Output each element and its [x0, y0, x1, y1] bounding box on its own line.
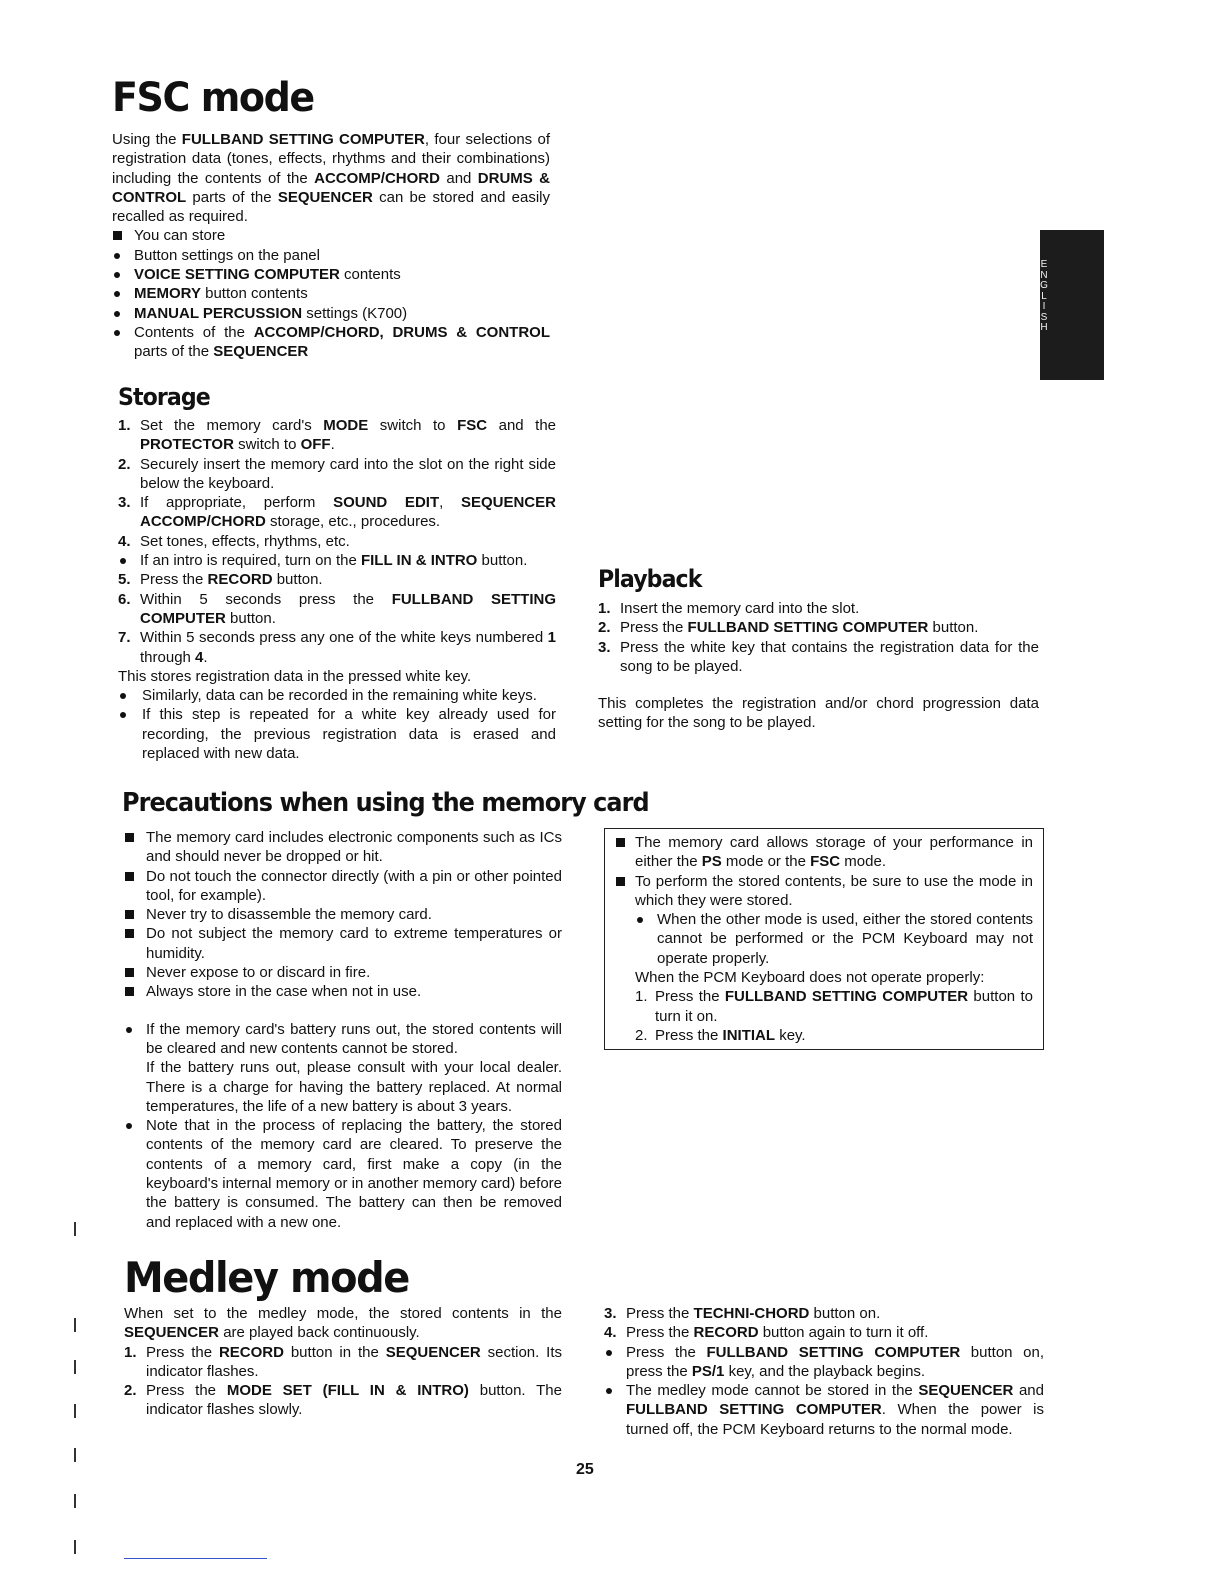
- step-number: 6.: [118, 590, 131, 608]
- tab-letter: G: [1040, 280, 1048, 291]
- margin-mark: [74, 1222, 76, 1236]
- item-text: The memory card includes electronic components such as ICs and should never be dropped or hit.: [146, 829, 562, 866]
- tab-letter: S: [1040, 311, 1048, 323]
- margin-mark: [74, 1360, 76, 1374]
- battery-note: If the battery runs out, please consult with your local dealer. There is a charge for having the battery replaced. At normal temperatures, the life of a new battery is about 3 years.: [146, 1059, 562, 1115]
- storage-step: [118, 532, 556, 551]
- bullet-icon: [114, 330, 120, 336]
- precaution-item: [124, 828, 562, 867]
- bullet-icon: [120, 712, 126, 718]
- item-text: Securely insert the memory card into the slot on the right side below the keyboard.: [140, 455, 556, 492]
- medley-step: [604, 1381, 1044, 1439]
- page-number: 25: [576, 1461, 594, 1478]
- item-text: Press the TECHNI-CHORD button on.: [626, 1305, 881, 1322]
- storage-sub-item: [118, 686, 556, 705]
- item-text: Press the white key that contains the registration data for the song to be played.: [620, 638, 1039, 675]
- bullet-icon: [120, 558, 126, 564]
- step-number: 1.: [598, 600, 611, 617]
- square-bullet-icon: [125, 833, 134, 842]
- precaution-item: [124, 905, 562, 924]
- playback-steps: [598, 599, 1039, 676]
- bullet-icon: [114, 291, 120, 297]
- item-text: MEMORY button contents: [134, 285, 308, 303]
- notice-box: [604, 828, 1044, 1050]
- medley-step: [124, 1381, 562, 1420]
- item-text: Do not touch the connector directly (with a pin or other pointed tool, for example).: [146, 867, 562, 904]
- item-text: Contents of the ACCOMP/CHORD, DRUMS & CONTROL parts of the SEQUENCER: [134, 323, 550, 361]
- storage-step: [118, 570, 556, 589]
- margin-mark: [74, 1494, 76, 1508]
- playback-summary: This completes the registration and/or chord progression data setting for the song to be played.: [598, 695, 1039, 732]
- medley-step: [604, 1343, 1044, 1382]
- store-item: [112, 304, 550, 323]
- storage-sub-list: [118, 686, 556, 763]
- item-text: Within 5 seconds press any one of the white keys numbered 1 through 4.: [140, 629, 556, 666]
- bullet-icon: [126, 1123, 132, 1129]
- item-text: Press the FULLBAND SETTING COMPUTER button.: [620, 619, 979, 637]
- margin-mark: [74, 1404, 76, 1418]
- playback-section: [598, 599, 1039, 733]
- tab-letter: H: [1040, 322, 1048, 333]
- step-number: 2.: [598, 619, 611, 637]
- step-number: 3.: [604, 1305, 617, 1322]
- step-number: 4.: [604, 1324, 617, 1342]
- item-text: Similarly, data can be recorded in the remaining white keys.: [142, 687, 537, 705]
- medley-right-column: [604, 1304, 1044, 1439]
- store-item: [112, 246, 550, 265]
- store-heading: You can store: [134, 227, 226, 245]
- medley-intro: When set to the medley mode, the stored contents in the SEQUENCER are played back continuously.: [124, 1305, 562, 1342]
- item-text: Insert the memory card into the slot.: [620, 600, 860, 617]
- margin-mark: [74, 1540, 76, 1554]
- storage-step: [118, 551, 556, 570]
- medley-step: [604, 1323, 1044, 1342]
- medley-step: [124, 1343, 562, 1382]
- step-number: 7.: [118, 629, 131, 647]
- storage-step: [118, 493, 556, 532]
- precaution-item: [124, 867, 562, 906]
- notice-steps: [615, 987, 1033, 1045]
- notice-step: [615, 1026, 1033, 1045]
- storage-step: [118, 416, 556, 455]
- storage-step: [118, 628, 556, 667]
- bullet-icon: [114, 253, 120, 259]
- item-text: MANUAL PERCUSSION settings (K700): [134, 304, 408, 322]
- precautions-section: [124, 828, 562, 1232]
- precautions-title: Precautions when using the memory card: [122, 788, 649, 818]
- tab-letter: N: [1040, 269, 1048, 281]
- step-number: 1.: [118, 417, 131, 434]
- fsc-intro: Using the FULLBAND SETTING COMPUTER, four selections of registration data (tones, effects, rhythms and their combinations) including the contents of the ACCOMP/CHORD and DRUMS & CONTROL parts of the SEQUENCER can be stored and easily recalled as required.: [112, 131, 551, 226]
- item-text: Press the RECORD button.: [140, 571, 323, 589]
- bullet-icon: [126, 1027, 132, 1033]
- store-item: [112, 284, 550, 303]
- item-text: To perform the stored contents, be sure to use the mode in which they were stored.: [635, 872, 1033, 909]
- store-list: [112, 246, 550, 362]
- battery-item: [124, 1020, 562, 1059]
- notice-item: [615, 872, 1033, 911]
- item-text: Press the RECORD button in the SEQUENCER section. Its indicator flashes.: [146, 1343, 563, 1380]
- store-item: [112, 323, 550, 362]
- step-number: 4.: [118, 532, 131, 550]
- notice-list: [615, 833, 1033, 910]
- battery-notes: [124, 1020, 562, 1232]
- square-bullet-icon: [125, 929, 134, 938]
- bullet-icon: [606, 1388, 612, 1394]
- item-text: Set the memory card's MODE switch to FSC and the PROTECTOR switch to OFF.: [140, 417, 557, 454]
- step-number: 2.: [118, 455, 131, 473]
- storage-sub-item: [118, 705, 556, 763]
- step-number: 2.: [635, 1026, 648, 1044]
- fsc-mode-section: [112, 130, 550, 362]
- playback-step: [598, 599, 1039, 618]
- notice-step: [615, 987, 1033, 1026]
- bullet-icon: [120, 693, 126, 699]
- notice-item: [615, 833, 1033, 872]
- precaution-item: [124, 982, 562, 1001]
- store-heading-item: [112, 226, 550, 245]
- bullet-icon: [114, 272, 120, 278]
- medley-steps-left: [124, 1343, 562, 1420]
- precautions-list: [124, 828, 562, 1002]
- medley-mode-title: Medley mode: [124, 1253, 409, 1302]
- medley-step: [604, 1304, 1044, 1323]
- footer-line: [124, 1558, 267, 1559]
- item-text: Always store in the case when not in use.: [146, 983, 422, 1001]
- item-text: If this step is repeated for a white key already used for recording, the previous registration data is erased and replaced with new data.: [142, 706, 556, 763]
- item-text: Press the MODE SET (FILL IN & INTRO) button. The indicator flashes slowly.: [146, 1382, 562, 1419]
- playback-step: [598, 618, 1039, 637]
- item-text: If the memory card's battery runs out, the stored contents will be cleared and new contents cannot be stored.: [146, 1020, 562, 1057]
- playback-title: Playback: [598, 565, 702, 593]
- step-number: 3.: [118, 494, 131, 512]
- medley-left-column: [124, 1304, 562, 1420]
- storage-title: Storage: [118, 383, 210, 411]
- item-text: Set tones, effects, rhythms, etc.: [140, 532, 350, 550]
- language-tab: [1040, 230, 1104, 380]
- tab-letter: E: [1040, 259, 1048, 270]
- bullet-icon: [606, 1350, 612, 1356]
- notice-when-text: When the PCM Keyboard does not operate properly:: [635, 969, 985, 987]
- step-number: 1.: [124, 1343, 137, 1361]
- storage-note: This stores registration data in the pressed white key.: [118, 667, 472, 685]
- square-bullet-icon: [125, 968, 134, 977]
- item-text: Do not subject the memory card to extreme temperatures or humidity.: [146, 925, 562, 962]
- square-bullet-icon: [125, 987, 134, 996]
- square-bullet-icon: [616, 838, 625, 847]
- step-number: 3.: [598, 638, 611, 656]
- playback-step: [598, 638, 1039, 677]
- step-number: 2.: [124, 1382, 137, 1400]
- step-number: 1.: [635, 988, 648, 1006]
- square-bullet-icon: [125, 910, 134, 919]
- language-tab-text: [1040, 260, 1048, 334]
- notice-sub-item: [615, 910, 1033, 968]
- square-bullet-icon: [125, 872, 134, 881]
- margin-mark: [74, 1448, 76, 1462]
- item-text: The medley mode cannot be stored in the SEQUENCER and FULLBAND SETTING COMPUTER. When the power is turned off, the PCM Keyboard returns to the normal mode.: [626, 1382, 1045, 1438]
- item-text: Never expose to or discard in fire.: [146, 964, 371, 982]
- item-text: The memory card allows storage of your performance in either the PS mode or the FSC mode.: [635, 834, 1033, 871]
- square-bullet-icon: [113, 231, 122, 240]
- tab-letter: I: [1042, 301, 1046, 312]
- item-text: Press the INITIAL key.: [655, 1026, 806, 1044]
- storage-step: [118, 455, 556, 494]
- item-text: Within 5 seconds press the FULLBAND SETTING COMPUTER button.: [140, 590, 556, 627]
- item-text: VOICE SETTING COMPUTER contents: [134, 266, 401, 284]
- bullet-icon: [114, 311, 120, 317]
- bullet-icon: [637, 917, 643, 923]
- notice-sub-text: When the other mode is used, either the stored contents cannot be performed or the PCM Keyboard may not operate properly.: [657, 911, 1033, 967]
- item-text: Note that in the process of replacing the battery, the stored contents of the memory card are cleared. To preserve the contents of a memory card, first make a copy (in the keyboard's internal memory or in another memory card) before the battery is consumed. The battery can then be removed and replaced with a new one.: [146, 1117, 562, 1231]
- battery-item: [124, 1116, 562, 1232]
- item-text: Press the FULLBAND SETTING COMPUTER button to turn it on.: [655, 988, 1033, 1025]
- precaution-item: [124, 963, 562, 982]
- item-text: Button settings on the panel: [134, 246, 320, 264]
- item-text: Press the RECORD button again to turn it off.: [626, 1324, 929, 1342]
- margin-mark: [74, 1318, 76, 1332]
- step-number: 5.: [118, 571, 131, 589]
- fsc-mode-title: FSC mode: [112, 75, 314, 121]
- storage-step: [118, 590, 556, 629]
- storage-steps: [118, 416, 556, 667]
- storage-section: [118, 416, 556, 763]
- item-text: If appropriate, perform SOUND EDIT, SEQUENCER ACCOMP/CHORD storage, etc., procedures.: [140, 494, 556, 531]
- medley-steps-right: [604, 1304, 1044, 1439]
- item-text: If an intro is required, turn on the FILL IN & INTRO button.: [140, 552, 528, 570]
- item-text: Press the FULLBAND SETTING COMPUTER button on, press the PS/1 key, and the playback begins.: [626, 1343, 1044, 1380]
- square-bullet-icon: [616, 877, 625, 886]
- precaution-item: [124, 924, 562, 963]
- store-item: [112, 265, 550, 284]
- tab-letter: L: [1041, 290, 1047, 302]
- item-text: Never try to disassemble the memory card.: [146, 906, 432, 924]
